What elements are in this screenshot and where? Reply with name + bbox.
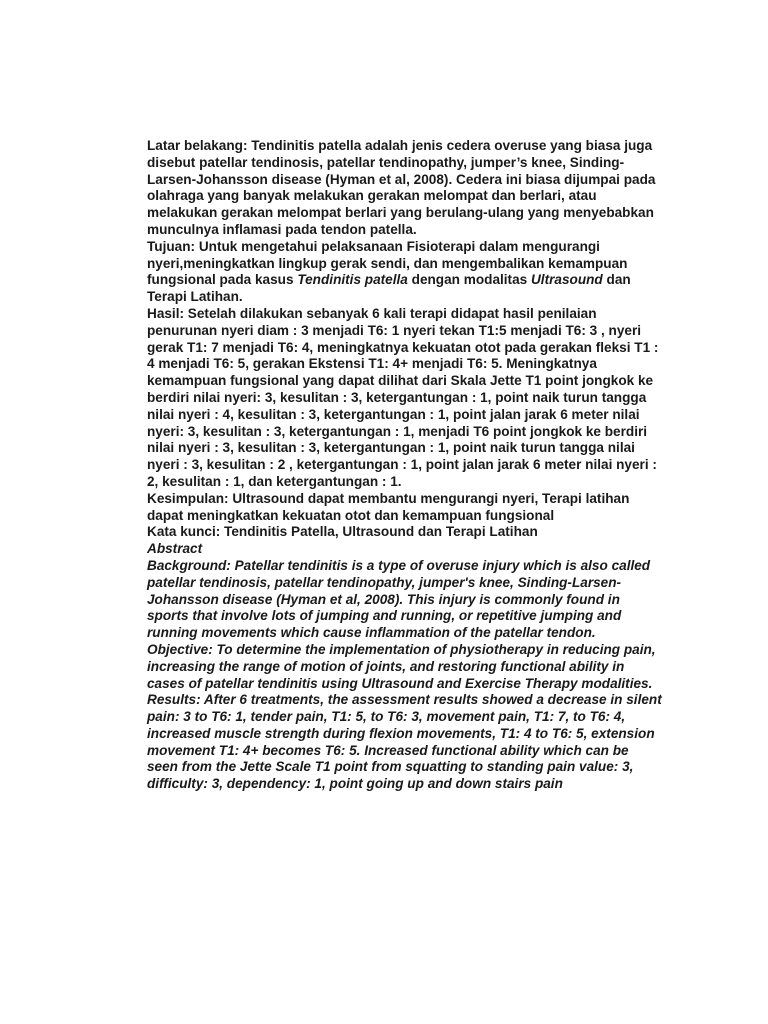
kesimpulan-paragraph: Kesimpulan: Ultrasound dapat membantu mengurangi nyeri, Terapi latihan dapat meningkatkan kekuatan otot dan kemampuan fungsional bbox=[147, 490, 630, 523]
kata-kunci-line: Kata kunci: Tendinitis Patella, Ultrasound dan Terapi Latihan bbox=[147, 524, 538, 540]
tujuan-text-1: Tujuan: Untuk mengetahui pelaksanaan Fisioterapi dalam mengurangi nyeri,meningkatkan lingkup gerak sendi, dan mengembalikan kemampuan fungsional pada kasus bbox=[147, 238, 628, 288]
tujuan-term-ultrasound: Ultrasound bbox=[530, 272, 603, 288]
hasil-paragraph: Hasil: Setelah dilakukan sebanyak 6 kali terapi didapat hasil penilaian penurunan nyeri diam : 3 menjadi T6: 1 nyeri tekan T1:5 menjadi T6: 3 , nyeri gerak T1: 7 menjadi T6: 4, meningkatnya kekuatan otot pada gerakan fleksi T1 : 4 menjadi T6: 5, gerakan Ekstensi T1: 4+ menjadi T6: 5. Meningkatnya kemampuan fungsional yang dapat dilihat dari Skala Jette T1 point jongkok ke berdiri nilai nyeri: 3, kesulitan : 3, ketergantungan : 1, point naik turun tangga nilai nyeri : 4, kesulitan : 3, ketergantungan : 1, point jalan jarak 6 meter nilai nyeri: 3, kesulitan : 3, ketergantungan : 1, menjadi T6 point jongkok ke berdiri nilai nyeri : 3, kesulitan : 3, ketergantungan : 1, point naik turun tangga nilai nyeri : 3, kesulitan : 2 , ketergantungan : 1, point jalan jarak 6 meter nilai nyeri : 2, kesulitan : 1, dan ketergantungan : 1. bbox=[147, 305, 659, 489]
background-paragraph: Background: Patellar tendinitis is a type of overuse injury which is also called patellar tendinosis, patellar tendinopathy, jumper's knee, Sinding-Larsen-Johansson disease (Hyman et al, 2008). This injury is commonly found in sports that involve lots of jumping and running, or repetitive jumping and running movements which cause inflammation of the patellar tendon. bbox=[147, 557, 651, 641]
results-paragraph: Results: After 6 treatments, the assessment results showed a decrease in silent pain: 3 to T6: 1, tender pain, T1: 5, to T6: 3, movement pain, T1: 7, to T6: 4, increased muscle strength during flexion movements, T1: 4 to T6: 5, extension movement T1: 4+ becomes T6: 5. Increased functional ability which can be seen from the Jette Scale T1 point from squatting to standing pain value: 3, difficulty: 3, dependency: 1, point going up and down stairs pain bbox=[147, 692, 662, 792]
abstract-heading: Abstract bbox=[147, 541, 203, 557]
tujuan-text-2: dengan modalitas bbox=[407, 272, 531, 288]
tujuan-paragraph bbox=[147, 239, 662, 306]
document-page bbox=[147, 138, 662, 793]
tujuan-term-tendinitis: Tendinitis patella bbox=[297, 272, 408, 288]
latar-belakang-paragraph: Latar belakang: Tendinitis patella adalah jenis cedera overuse yang biasa juga disebut patellar tendinosis, patellar tendinopathy, jumper’s knee, Sinding-Larsen-Johansson disease (Hyman et al, 2008). Cedera ini biasa dijumpai pada olahraga yang banyak melakukan gerakan melompat dan berlari, atau melakukan gerakan melompat berlari yang berulang-ulang yang menyebabkan munculnya inflamasi pada tendon patella. bbox=[147, 138, 656, 237]
tujuan-text-3: dan Terapi Latihan. bbox=[147, 272, 631, 305]
objective-paragraph: Objective: To determine the implementation of physiotherapy in reducing pain, increasing the range of motion of joints, and restoring functional ability in cases of patellar tendinitis using Ultrasound and Exercise Therapy modalities. bbox=[147, 641, 656, 691]
